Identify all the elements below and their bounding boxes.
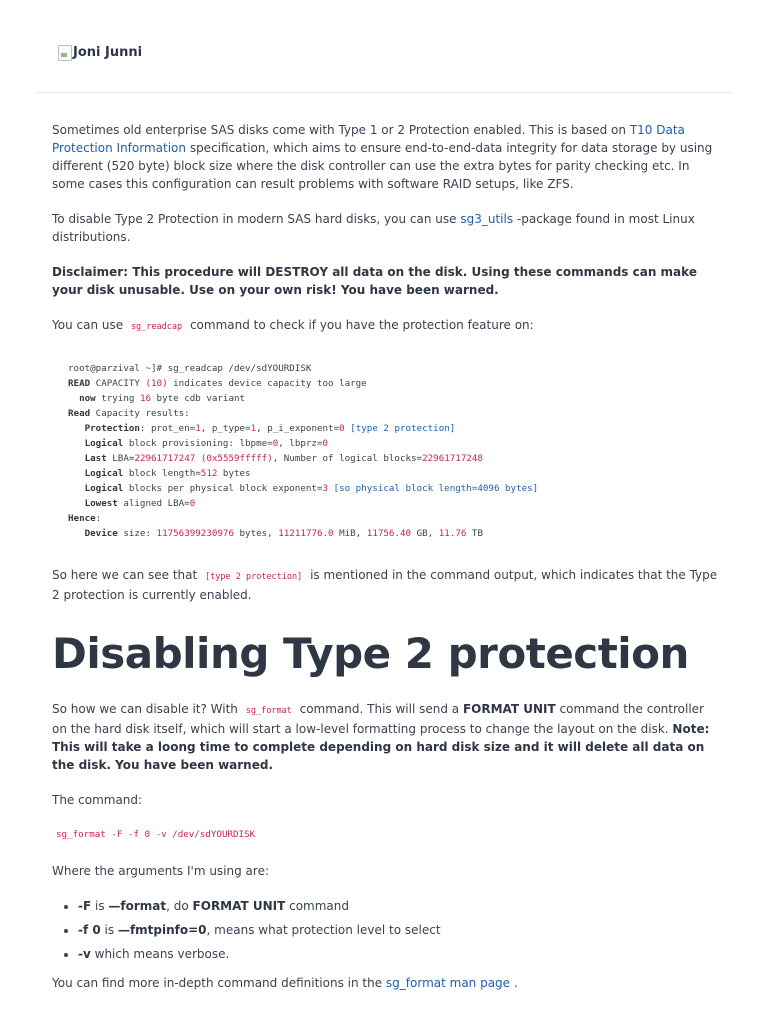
list-item: • -f 0 is —fmtpinfo=0, means what protection level to select (78, 921, 720, 939)
arguments-intro: Where the arguments I'm using are: (52, 864, 269, 878)
sg-format-man-page-link[interactable]: sg_format man page (385, 976, 511, 990)
list-item: • -v which means verbose. (78, 945, 720, 963)
output-explanation-paragraph: So here we can see that [type 2 protection] is mentioned in the command output, which indicates that the Type 2 protection is currently enabled. (52, 568, 718, 602)
section-heading: Disabling Type 2 protection (52, 629, 689, 678)
inline-code-sg-format: sg_format (245, 706, 292, 716)
readcap-paragraph: You can use sg_readcap command to check if you have the protection feature on: (52, 318, 534, 332)
sg3-utils-link[interactable]: sg3_utils (460, 212, 514, 226)
list-item: • -F is —format, do FORMAT UNIT command (78, 897, 720, 915)
logo-alt-text: Joni Junni (73, 45, 143, 60)
disclaimer-paragraph (52, 263, 720, 299)
sg3-utils-paragraph: To disable Type 2 Protection in modern SAS hard disks, you can use sg3_utils -package found in most Linux distributions. (52, 212, 695, 244)
broken-image-icon (58, 45, 72, 61)
format-command-code: sg_format -F -f 0 -v /dev/sdYOURDISK (56, 829, 256, 840)
site-header (36, 0, 732, 93)
site-logo[interactable] (58, 44, 142, 62)
article-body (52, 121, 720, 1009)
sg-format-paragraph: So how we can disable it? With sg_format command. This will send a FORMAT UNIT command the controller on the hard disk itself, which will start a low-level formatting process to change the layout on the disk. Note: This will take a loong time to complete depending on hard disk size and it will delete all data on the disk. You have been warned. (52, 702, 710, 772)
arguments-list (52, 897, 720, 963)
warning-note: Note: This will take a loong time to complete depending on hard disk size and it will delete all data on the disk. You have been warned. (52, 722, 710, 772)
command-label: The command: (52, 793, 143, 807)
intro-paragraph: Sometimes old enterprise SAS disks come with Type 1 or 2 Protection enabled. This is based on T10 Data Protection Information specification, which aims to ensure end-to-end-data integrity for data storage by using different (520 byte) block size where the disk controller can use the extra bytes for parity checking etc. In some cases this configuration can result problems with software RAID setups, like ZFS. (52, 123, 713, 191)
readcap-output-code-block: root@parzival ~]# sg_readcap /dev/sdYOURDISK READ CAPACITY (10) indicates device capacity too large now trying 16 byte cdb variant Read Capacity results: Protection: prot_en=1, p_type=1, p_i_exponent=0 [type 2 protection] Logical block provisioning: lbpme=0, lbprz=0 Last LBA=22961717247 (0x5559fffff), Number of logical blocks=22961717248 Logical block length=512 bytes Logical blocks per physical block exponent=3 [so physical block length=4096 bytes] Lowest aligned LBA=0 Hence: Device size: 11756399230976 bytes, 11211776.0 MiB, 11756.40 GB, 11.76 TB (68, 363, 539, 539)
inline-code-sg-readcap: sg_readcap (130, 322, 183, 332)
t10-dpi-link[interactable]: T10 Data Protection Information (52, 123, 685, 155)
man-page-paragraph: You can find more in-depth command definitions in the sg_format man page . (52, 976, 518, 990)
inline-code-type2: [type 2 protection] (205, 572, 303, 582)
disclaimer-text: Disclaimer: This procedure will DESTROY all data on the disk. Using these commands can make your disk unusable. Use on your own risk! You have been warned. (52, 265, 697, 297)
